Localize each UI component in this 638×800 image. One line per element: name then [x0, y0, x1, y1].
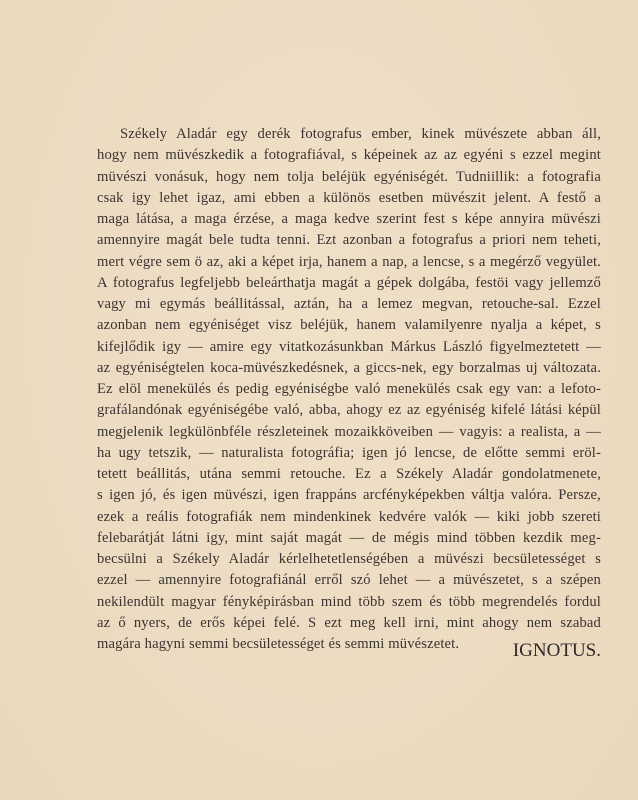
text-line: ha ugy tetszik, — naturalista fotográfia; igen jó lencse, de előtte semmi eröl- [97, 444, 601, 461]
text-line: Ez elöl menekülés és pedig egyéniségbe való menekülés csak egy van: a lefoto- [97, 381, 601, 397]
text-line: hogy nem müvészkedik a fotografiával, s képeinek az az egyéni s ezzel megint [97, 147, 601, 164]
text-line: Székely Aladár egy derék fotografus ember, kinek müvészete abban áll, [120, 126, 601, 142]
text-line: ezek a reális fotografiák nem mindenkinek kedvére valók — kiki jobb szereti [97, 508, 601, 525]
text-line: magára hagyni semmi becsületességet és semmi müvészetet. [97, 636, 460, 652]
text-line: kifejlődik igy — amire egy vitatkozásunkban Márkus László figyelmeztetett — [97, 338, 601, 355]
text-line: az egyéniségtelen koca-müvészkedésnek, a giccs-nek, egy borzalmas uj változata. [97, 359, 601, 376]
text-line: mert végre sem ö az, aki a képet irja, hanem a nap, a lencse, s a megérző vegyület. [97, 253, 601, 270]
text-line: csak igy lehet igaz, ami ebben a különös esetben müvészit jelent. A festő a [97, 189, 601, 206]
text-line: s igen jó, és igen müvészi, igen frappáns arcfényképekben váltja valóra. Persze, [97, 487, 601, 504]
text-line: az ő nyers, de erős képei felé. S ezt meg kell irni, mint ahogy nem szabad [97, 614, 601, 631]
article-body [97, 124, 601, 655]
text-line: nekilendült magyar fényképirásban mind több szem és több megrendelés fordul [97, 593, 601, 610]
text-line: ezzel — amennyire fotografiánál erről szó lehet — a müvészetet, s a szépen [97, 572, 601, 589]
text-line: amennyire magát bele tudta tenni. Ezt azonban a fotografus a priori nem teheti, [97, 232, 601, 249]
text-line: müvészi vonásuk, hogy nem tolja beléjük egyéniségét. Tudniillik: a fotografia [97, 168, 601, 185]
text-line: vagy mi egymás beállitással, aztán, ha a lemez megvan, retouche-sal. Ezzel [97, 296, 601, 312]
text-line: azonban nem egyéniséget visz beléjük, hanem valamilyenre nyalja a képet, s [97, 317, 601, 334]
text-line: grafálandónak egyéniségébe való, abba, ahogy ez az egyéniség kifelé látási képül [97, 402, 601, 419]
text-line: maga látása, a maga érzése, a maga kedve szerint fest s képe annyira müvészi [97, 211, 601, 227]
text-line: tetett beállitás, utána semmi retouche. Ez a Székely Aladár gondolatmenete, [97, 466, 601, 482]
author-signature: IGNOTUS. [512, 640, 601, 661]
text-line: A fotografus legfeljebb beleárthatja magát a gépek dolgába, festöi vagy jellemző [97, 274, 601, 291]
text-line: megjelenik legkülönbféle részleteinek mozaikköveiben — vagyis: a realista, a — [97, 423, 601, 440]
text-line: felebarátját látni igy, mint saját magát — de mégis mind többen kezdik meg- [97, 529, 601, 546]
text-line: becsülni a Székely Aladár kérlelhetetlenségében a müvészi becsületességet s [97, 551, 601, 567]
